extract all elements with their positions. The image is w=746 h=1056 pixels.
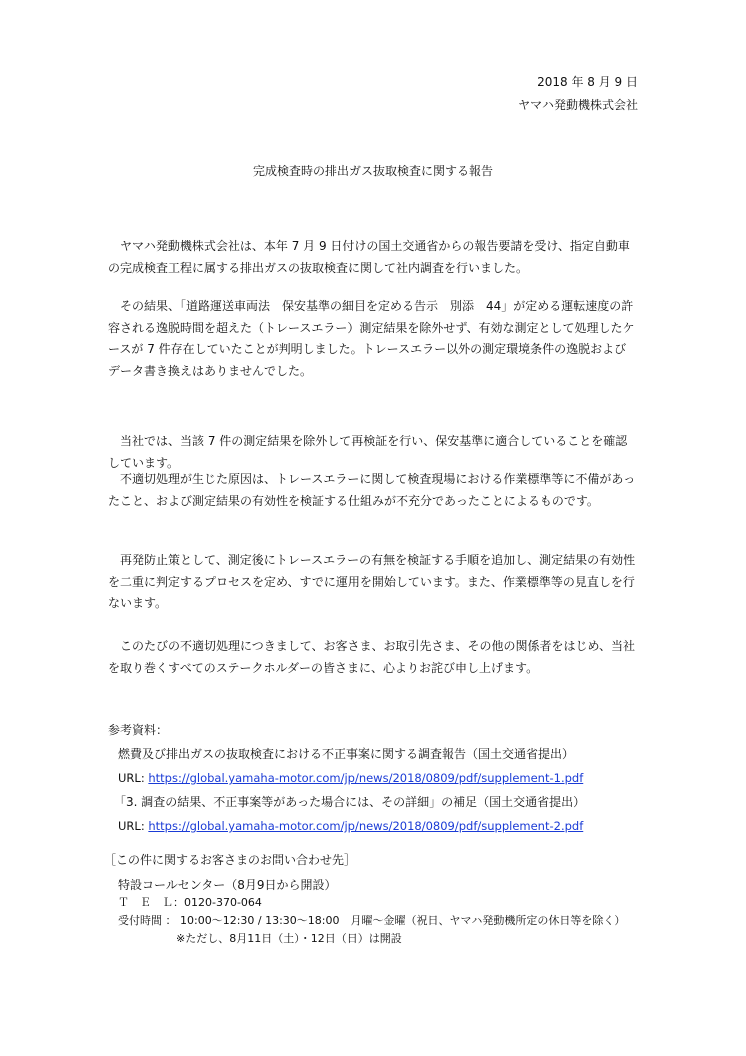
issuer-company: ヤマハ発動機株式会社 xyxy=(518,98,638,112)
contact-heading: ［この件に関するお客さまのお問い合わせ先］ xyxy=(104,853,357,867)
body-paragraph: その結果、「道路運送車両法 保安基準の細目を定める告示 別添 44」が定める運転速度の許容される逸脱時間を超えた（トレースエラー）測定結果を除外せず、有効な測定として処理したケースが 7 件存在していたことが判明しました。トレースエラー以外の測定環境条件の逸脱およびデータ書き換えはありませんでした。 xyxy=(108,299,635,378)
reference-title-2: 「3. 調査の結果、不正事案等があった場合には、その詳細」の補足（国土交通省提出） xyxy=(114,795,586,809)
reference-link-1[interactable]: https://global.yamaha-motor.com/jp/news/2018/0809/pdf/supplement-1.pdf xyxy=(148,771,584,785)
url-label: URL: xyxy=(118,771,149,785)
contact-hours: 受付時間 ： 10:00～12:30 / 13:30～18:00 月曜～金曜（祝日、ヤマハ発動機所定の休日等を除く） xyxy=(118,914,626,927)
contact-tel: Ｔ Ｅ Ｌ：0120-370-064 xyxy=(118,896,262,909)
contact-note: ※ただし、8月11日（土）・12日（日）は開設 xyxy=(176,932,402,945)
reference-title-1: 燃費及び排出ガスの抜取検査における不正事案に関する調査報告（国土交通省提出） xyxy=(118,747,575,761)
document-date: 2018 年 8 月 9 日 xyxy=(537,75,638,89)
document-title: 完成検査時の排出ガス抜取検査に関する報告 xyxy=(252,164,493,178)
references-heading: 参考資料： xyxy=(108,723,169,737)
body-paragraph: 当社では、当該 7 件の測定結果を除外して再検証を行い、保安基準に適合していることを確認しています。 xyxy=(108,434,628,470)
reference-url-line-2 xyxy=(118,818,583,834)
reference-url-line-1 xyxy=(118,770,583,786)
body-paragraph: このたびの不適切処理につきまして、お客さま、お取引先さま、その他の関係者をはじめ、当社を取り巻くすべてのステークホルダーの皆さまに、心よりお詫び申し上げます。 xyxy=(108,639,636,675)
reference-link-2[interactable]: https://global.yamaha-motor.com/jp/news/2018/0809/pdf/supplement-2.pdf xyxy=(148,819,584,833)
body-paragraph: 再発防止策として、測定後にトレースエラーの有無を検証する手順を追加し、測定結果の有効性を二重に判定するプロセスを定め、すでに運用を開始しています。また、作業標準等の見直しを行ないます。 xyxy=(108,553,636,610)
url-label: URL: xyxy=(118,819,149,833)
contact-center: 特設コールセンター（8月9日から開設） xyxy=(118,878,337,892)
body-paragraph: ヤマハ発動機株式会社は、本年 7 月 9 日付けの国土交通省からの報告要請を受け、指定自動車の完成検査工程に属する排出ガスの抜取検査に関して社内調査を行いました。 xyxy=(108,239,630,275)
body-paragraph: 不適切処理が生じた原因は、トレースエラーに関して検査現場における作業標準等に不備があったこと、および測定結果の有効性を検証する仕組みが不充分であったことによるものです。 xyxy=(108,472,636,508)
